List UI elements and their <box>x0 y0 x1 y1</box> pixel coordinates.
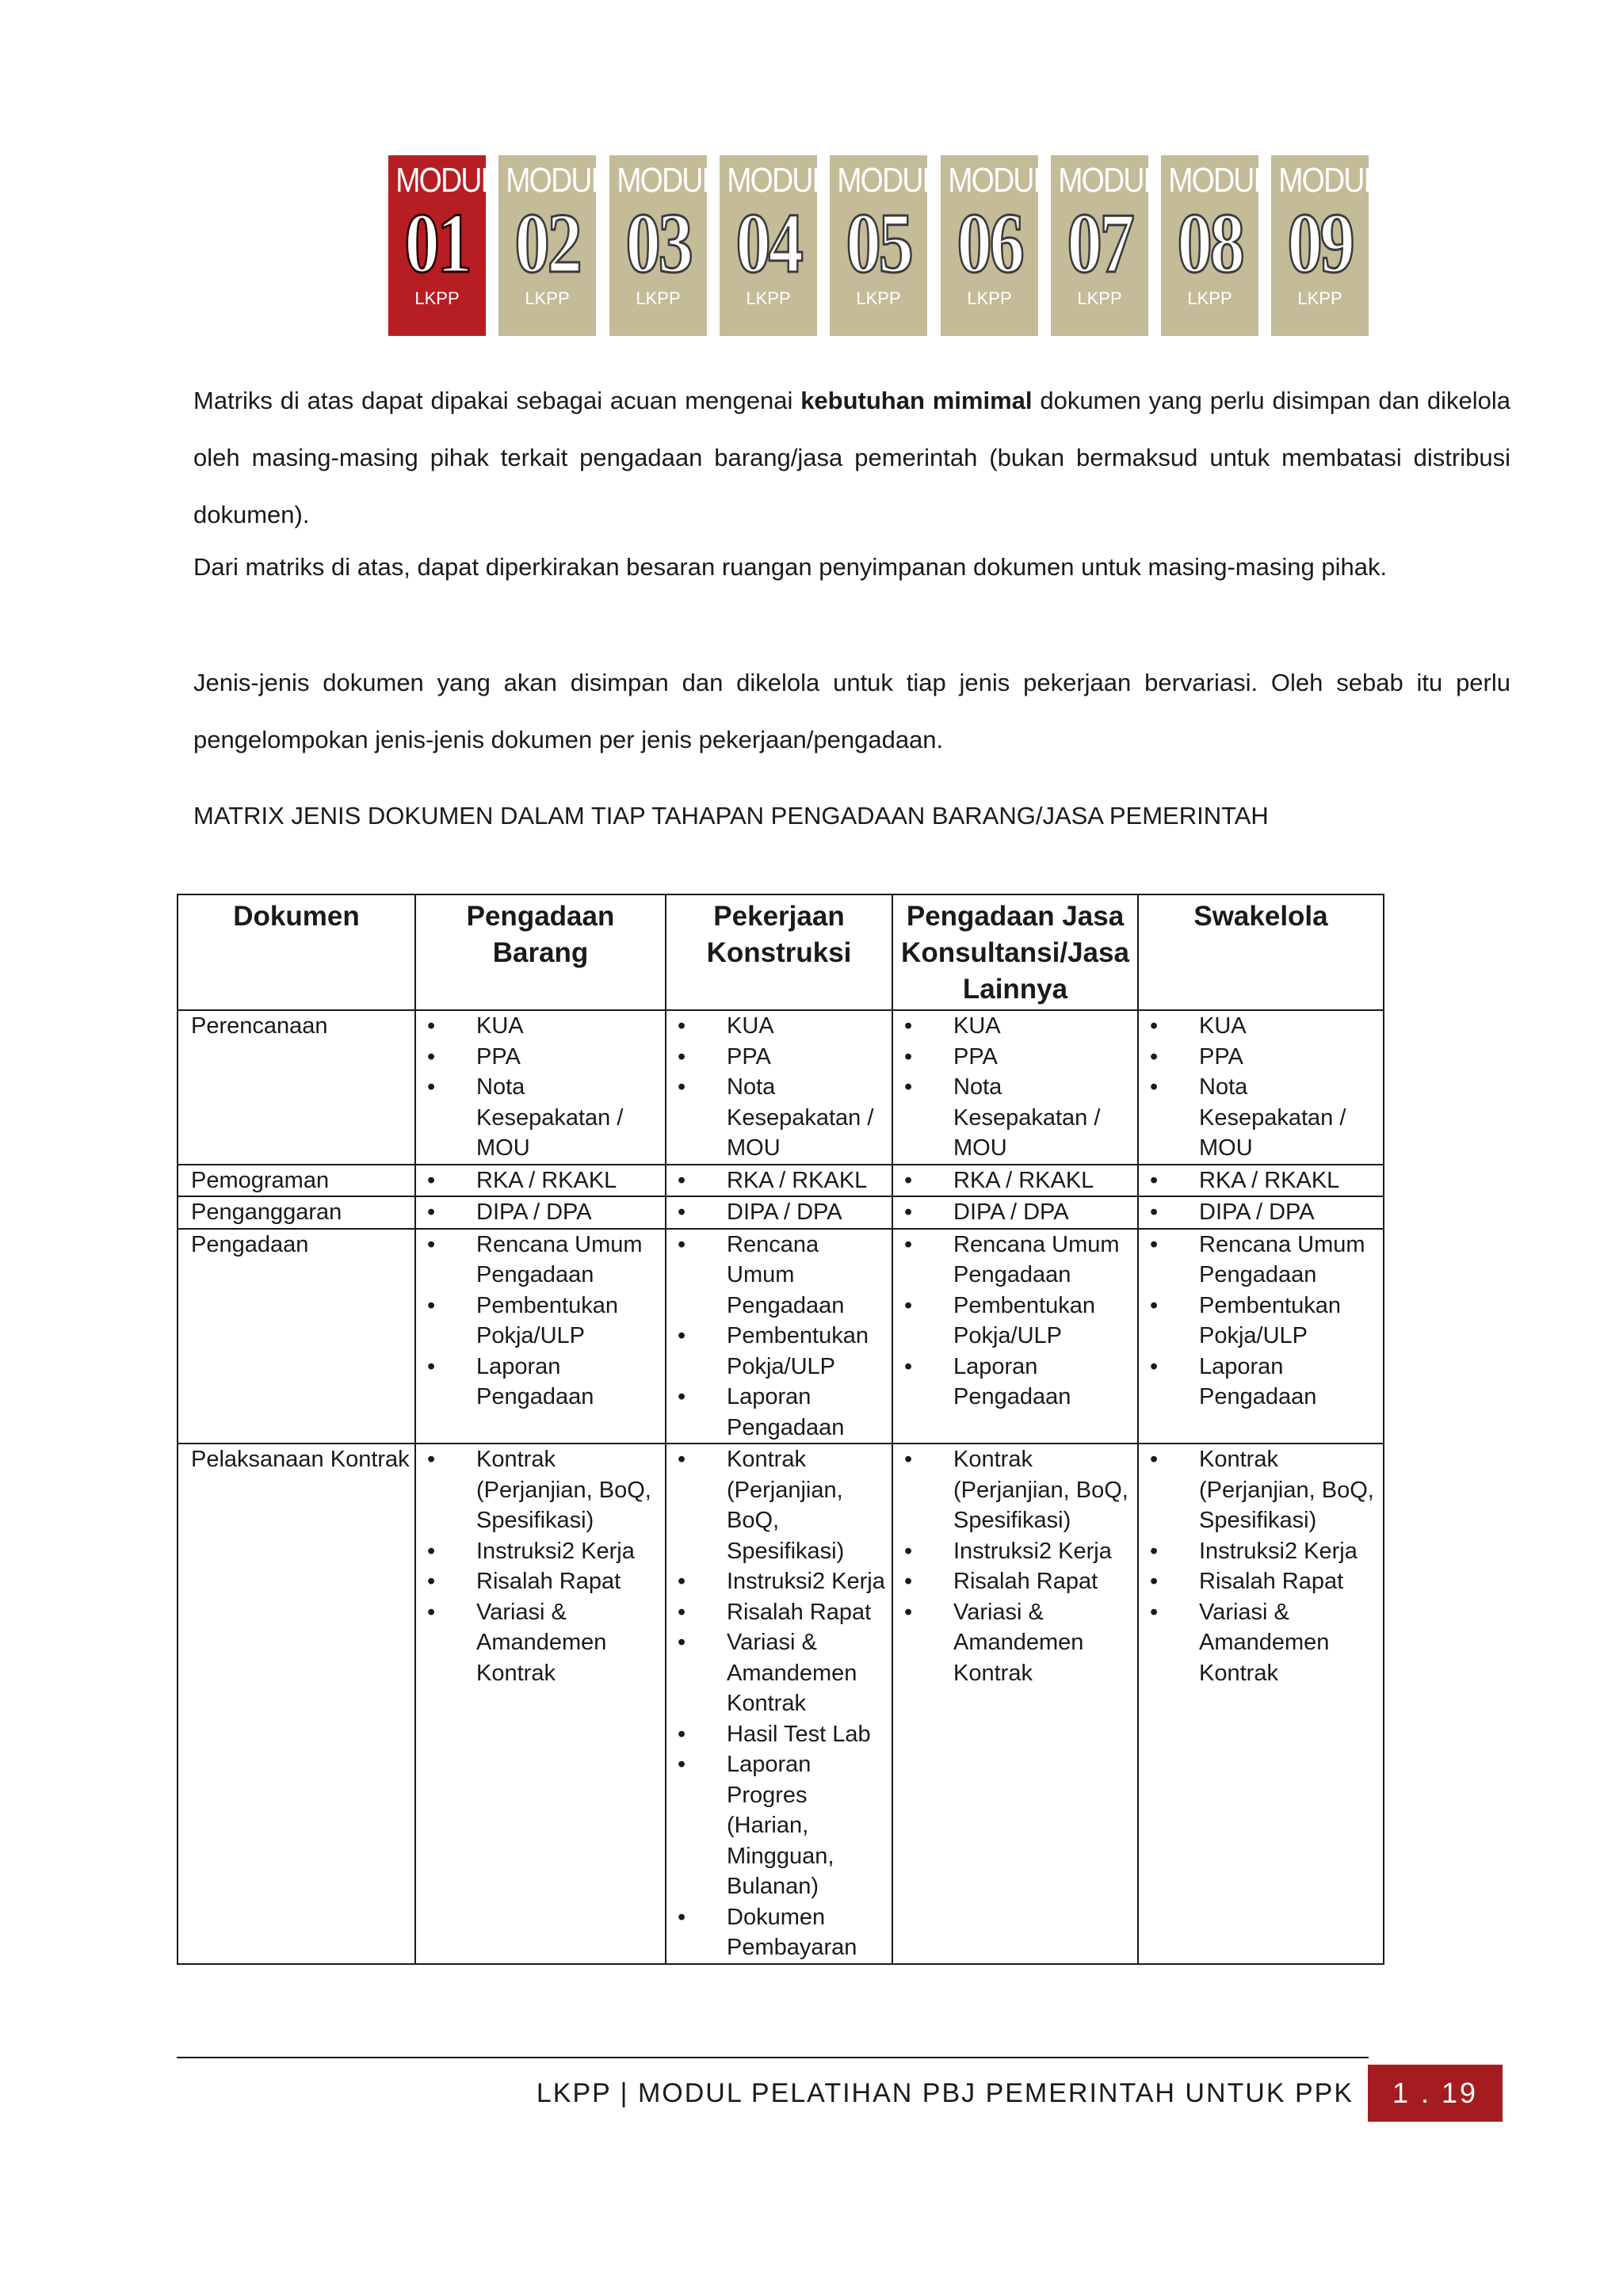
document-list-item: • KUA <box>678 1011 888 1042</box>
document-list-item: • Instruksi2 Kerja <box>678 1566 888 1597</box>
module-tab-label: MODUL <box>1058 161 1159 200</box>
document-list-item: • KUA <box>1150 1011 1380 1042</box>
document-list-item: • DIPA / DPA <box>427 1197 662 1228</box>
document-cell <box>1138 1165 1384 1197</box>
document-list-item: • Nota Kesepakatan / MOU <box>678 1072 888 1164</box>
document-cell <box>666 1444 892 1964</box>
document-list-item: • Variasi & Amandemen Kontrak <box>427 1597 662 1689</box>
document-list-item: • Instruksi2 Kerja <box>1150 1536 1380 1567</box>
document-cell <box>415 1010 666 1165</box>
intro-text-continued: dokumen yang perlu disimpan dan dikelola oleh masing-masing pihak terkait pengadaan barang/jasa pemerintah (bukan bermaksud untuk membatasi distribusi dokumen). <box>193 387 1511 528</box>
module-tab-number: 08 <box>1177 196 1243 291</box>
document-cell <box>1138 1196 1384 1229</box>
document-list <box>1150 1197 1380 1228</box>
document-list-item: • Variasi & Amandemen Kontrak <box>1150 1597 1380 1689</box>
intro-emphasis: kebutuhan mimimal <box>800 387 1033 414</box>
module-tab-4 <box>720 155 827 336</box>
document-list-item: • Pembentukan Pokja/ULP <box>1150 1291 1380 1352</box>
document-list-item: • Pembentukan Pokja/ULP <box>678 1321 888 1382</box>
document-cell <box>892 1229 1138 1444</box>
document-list-item: • RKA / RKAKL <box>427 1165 662 1196</box>
document-list-item: • Rencana Umum Pengadaan <box>1150 1230 1380 1291</box>
module-tab-5 <box>830 155 938 336</box>
document-cell <box>666 1165 892 1197</box>
document-list-item: • Kontrak (Perjanjian, BoQ, Spesifikasi) <box>904 1444 1134 1536</box>
document-types-paragraph: Jenis-jenis dokumen yang akan disimpan dan dikelola untuk tiap jenis pekerjaan bervariasi. Oleh sebab itu perlu pengelompokan jenis-jenis dokumen per jenis pekerjaan/pengadaan. <box>193 669 1510 753</box>
column-header-4: Swakelola <box>1138 894 1384 1010</box>
document-cell <box>892 1010 1138 1165</box>
module-tabs <box>388 155 1379 336</box>
module-tab-number: 06 <box>957 196 1022 291</box>
document-list-item: • Pembentukan Pokja/ULP <box>427 1291 662 1352</box>
phase-cell: Pemograman <box>178 1165 415 1197</box>
document-list <box>904 1444 1134 1688</box>
module-tab-2 <box>498 155 606 336</box>
document-cell <box>892 1196 1138 1229</box>
document-list <box>427 1230 662 1413</box>
document-cell <box>1138 1010 1384 1165</box>
document-list-item: • Variasi & Amandemen Kontrak <box>678 1627 888 1719</box>
module-tab-org: LKPP <box>1077 288 1122 308</box>
document-list-item: • Kontrak (Perjanjian, BoQ, Spesifikasi) <box>427 1444 662 1536</box>
module-tab-number: 02 <box>514 196 580 291</box>
column-header-1: Pengadaan Barang <box>415 894 666 1010</box>
document-list-item: • Rencana Umum Pengadaan <box>427 1230 662 1291</box>
document-list-item: • Nota Kesepakatan / MOU <box>904 1072 1134 1164</box>
document-list-item: • Laporan Pengadaan <box>427 1352 662 1413</box>
phase-cell: Pelaksanaan Kontrak <box>178 1444 415 1964</box>
module-tab-number: 07 <box>1067 196 1132 291</box>
document-list-item: • RKA / RKAKL <box>1150 1165 1380 1196</box>
document-list-item: • Nota Kesepakatan / MOU <box>1150 1072 1380 1164</box>
module-tab-org: LKPP <box>636 288 681 308</box>
document-list <box>678 1197 888 1228</box>
column-header-dokumen: Dokumen <box>178 894 415 1010</box>
document-list-item: • Rencana Umum Pengadaan <box>678 1230 888 1322</box>
module-tab-number: 05 <box>846 196 911 291</box>
document-cell <box>415 1196 666 1229</box>
module-tab-3 <box>609 155 717 336</box>
table-row <box>178 1010 1384 1165</box>
module-tab-org: LKPP <box>856 288 901 308</box>
document-list-item: • RKA / RKAKL <box>904 1165 1134 1196</box>
module-tab-org: LKPP <box>525 288 570 308</box>
document-list-item: • DIPA / DPA <box>678 1197 888 1228</box>
document-list-item: • Instruksi2 Kerja <box>904 1536 1134 1567</box>
document-list-item: • Risalah Rapat <box>427 1566 662 1597</box>
page-number-badge: 1 . 19 <box>1368 2065 1503 2122</box>
module-tab-org: LKPP <box>1187 288 1232 308</box>
intro-paragraph <box>193 372 1510 543</box>
document-list-item: • Hasil Test Lab <box>678 1719 888 1750</box>
module-tab-label: MODUL <box>617 161 717 200</box>
document-list-item: • RKA / RKAKL <box>678 1165 888 1196</box>
document-cell <box>892 1444 1138 1964</box>
phase-cell: Penganggaran <box>178 1196 415 1229</box>
module-tab-8 <box>1161 155 1269 336</box>
document-list <box>427 1197 662 1228</box>
document-list-item: • KUA <box>904 1011 1134 1042</box>
document-list-item: • Laporan Pengadaan <box>904 1352 1134 1413</box>
document-cell <box>892 1165 1138 1197</box>
document-list-item: • Risalah Rapat <box>678 1597 888 1628</box>
module-tab-7 <box>1051 155 1159 336</box>
module-tab-org: LKPP <box>414 288 460 308</box>
document-list-item: • DIPA / DPA <box>904 1197 1134 1228</box>
document-list <box>678 1011 888 1164</box>
document-list-item: • PPA <box>904 1042 1134 1073</box>
module-tab-label: MODUL <box>1278 161 1379 200</box>
module-tab-label: MODUL <box>395 161 496 200</box>
document-list-item: • Nota Kesepakatan / MOU <box>427 1072 662 1164</box>
document-matrix-table <box>177 894 1384 1965</box>
document-list-item: • Laporan Progres (Harian, Mingguan, Bulanan) <box>678 1749 888 1902</box>
document-list-item: • Risalah Rapat <box>904 1566 1134 1597</box>
phase-cell: Perencanaan <box>178 1010 415 1165</box>
table-row <box>178 1229 1384 1444</box>
table-header-row <box>178 894 1384 1010</box>
module-tab-label: MODUL <box>837 161 938 200</box>
document-list <box>904 1165 1134 1196</box>
module-tab-9 <box>1271 155 1379 336</box>
document-list-item: • PPA <box>427 1042 662 1073</box>
document-cell <box>666 1229 892 1444</box>
document-list-item: • PPA <box>678 1042 888 1073</box>
document-list <box>678 1230 888 1444</box>
document-list-item: • Kontrak (Perjanjian, BoQ, Spesifikasi) <box>678 1444 888 1566</box>
document-cell <box>415 1444 666 1964</box>
document-cell <box>415 1165 666 1197</box>
module-tab-number: 09 <box>1287 196 1353 291</box>
module-tab-label: MODUL <box>948 161 1048 200</box>
table-row <box>178 1444 1384 1964</box>
phase-cell: Pengadaan <box>178 1229 415 1444</box>
document-list <box>1150 1011 1380 1164</box>
module-tab-label: MODUL <box>1168 161 1269 200</box>
column-header-2: Pekerjaan Konstruksi <box>666 894 892 1010</box>
module-tab-1 <box>388 155 496 336</box>
module-tab-org: LKPP <box>746 288 791 308</box>
document-list <box>1150 1165 1380 1196</box>
intro-text: Matriks di atas dapat dipakai sebagai acuan mengenai <box>193 387 801 414</box>
document-list <box>904 1011 1134 1164</box>
module-tab-6 <box>941 155 1048 336</box>
table-row <box>178 1165 1384 1197</box>
table-row <box>178 1196 1384 1229</box>
module-tab-number: 03 <box>625 196 691 291</box>
document-list-item: • Dokumen Pembayaran <box>678 1902 888 1963</box>
document-cell <box>1138 1229 1384 1444</box>
document-cell <box>666 1196 892 1229</box>
module-tab-label: MODUL <box>727 161 827 200</box>
document-list <box>1150 1444 1380 1688</box>
document-list <box>427 1165 662 1196</box>
document-list <box>427 1011 662 1164</box>
document-list <box>427 1444 662 1688</box>
table-title: MATRIX JENIS DOKUMEN DALAM TIAP TAHAPAN PENGADAAN BARANG/JASA PEMERINTAH <box>193 802 1269 830</box>
module-tab-label: MODUL <box>506 161 606 200</box>
document-list <box>904 1230 1134 1413</box>
document-list-item: • KUA <box>427 1011 662 1042</box>
document-cell <box>666 1010 892 1165</box>
module-tab-org: LKPP <box>1297 288 1342 308</box>
column-header-3: Pengadaan Jasa Konsultansi/Jasa Lainnya <box>892 894 1138 1010</box>
document-list-item: • Pembentukan Pokja/ULP <box>904 1291 1134 1352</box>
document-list-item: • Instruksi2 Kerja <box>427 1536 662 1567</box>
document-list-item: • Laporan Pengadaan <box>678 1382 888 1443</box>
document-list-item: • Rencana Umum Pengadaan <box>904 1230 1134 1291</box>
module-tab-number: 01 <box>404 196 470 291</box>
document-list <box>904 1197 1134 1228</box>
document-cell <box>415 1229 666 1444</box>
document-list-item: • DIPA / DPA <box>1150 1197 1380 1228</box>
document-list-item: • Kontrak (Perjanjian, BoQ, Spesifikasi) <box>1150 1444 1380 1536</box>
document-list-item: • Variasi & Amandemen Kontrak <box>904 1597 1134 1689</box>
document-list-item: • Risalah Rapat <box>1150 1566 1380 1597</box>
document-list-item: • Laporan Pengadaan <box>1150 1352 1380 1413</box>
document-list <box>678 1165 888 1196</box>
document-list <box>678 1444 888 1963</box>
module-tab-org: LKPP <box>967 288 1012 308</box>
document-list-item: • PPA <box>1150 1042 1380 1073</box>
footer-divider <box>177 2057 1369 2058</box>
document-cell <box>1138 1444 1384 1964</box>
storage-paragraph: Dari matriks di atas, dapat diperkirakan besaran ruangan penyimpanan dokumen untuk masing-masing pihak. <box>193 553 1388 581</box>
module-tab-number: 04 <box>735 196 801 291</box>
document-list <box>1150 1230 1380 1413</box>
footer-title: LKPP | MODUL PELATIHAN PBJ PEMERINTAH UNTUK PPK <box>536 2078 1354 2108</box>
